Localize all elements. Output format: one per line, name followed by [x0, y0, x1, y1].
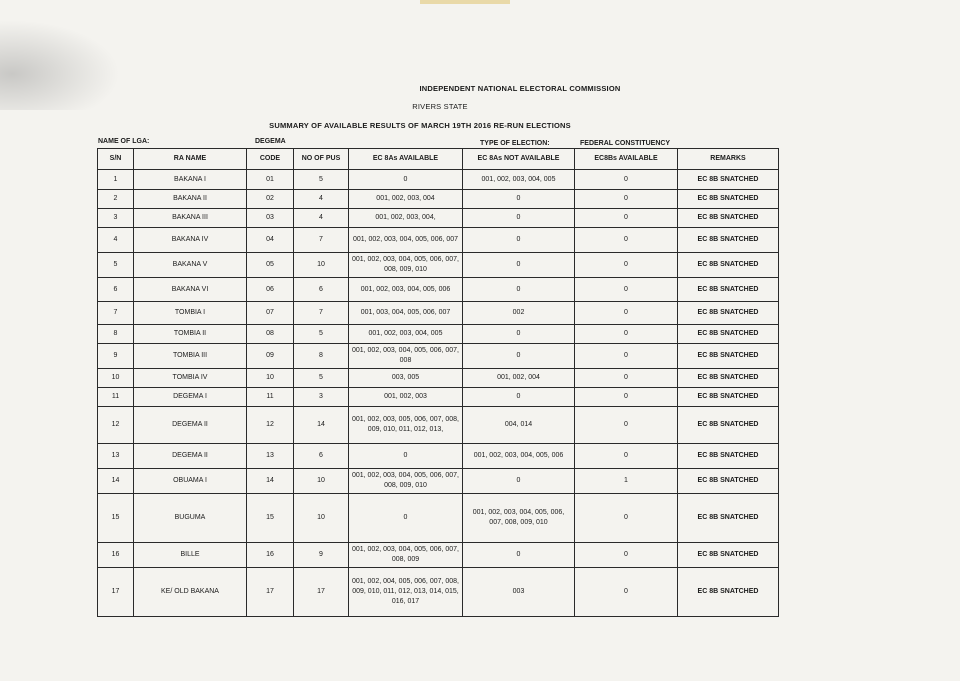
table-row [98, 407, 779, 444]
cell-sn: 12 [98, 407, 134, 444]
table-row [98, 302, 779, 325]
cell-sn: 7 [98, 302, 134, 325]
cell-ec8b-available: 0 [575, 388, 678, 407]
cell-ec8a-available: 001, 002, 003 [349, 388, 463, 407]
cell-ec8a-available: 001, 002, 003, 004, 005, 006, 007, 008, 009, 010 [349, 253, 463, 278]
cell-no-of-pus: 7 [294, 302, 349, 325]
cell-ec8a-not-available: 004, 014 [463, 407, 575, 444]
scan-shadow [0, 20, 120, 110]
cell-sn: 17 [98, 568, 134, 617]
cell-remarks: EC 8B SNATCHED [678, 278, 779, 302]
cell-ec8a-not-available: 0 [463, 278, 575, 302]
cell-code: 12 [247, 407, 294, 444]
cell-ec8a-not-available: 0 [463, 253, 575, 278]
cell-sn: 5 [98, 253, 134, 278]
cell-code: 08 [247, 325, 294, 344]
cell-ec8a-not-available: 0 [463, 469, 575, 494]
cell-remarks: EC 8B SNATCHED [678, 253, 779, 278]
cell-ra-name: DEGEMA II [134, 407, 247, 444]
cell-no-of-pus: 6 [294, 444, 349, 469]
table-row [98, 278, 779, 302]
table-row [98, 228, 779, 253]
cell-ra-name: TOMBIA IV [134, 369, 247, 388]
cell-ra-name: TOMBIA II [134, 325, 247, 344]
cell-ec8a-not-available: 003 [463, 568, 575, 617]
org-heading: INDEPENDENT NATIONAL ELECTORAL COMMISSION [419, 84, 621, 93]
cell-no-of-pus: 14 [294, 407, 349, 444]
cell-ec8a-not-available: 0 [463, 388, 575, 407]
cell-ec8b-available: 0 [575, 278, 678, 302]
cell-code: 10 [247, 369, 294, 388]
cell-remarks: EC 8B SNATCHED [678, 568, 779, 617]
table-row [98, 170, 779, 190]
cell-code: 16 [247, 543, 294, 568]
cell-sn: 1 [98, 170, 134, 190]
table-header-row [98, 149, 779, 170]
col-no-of-pus: NO OF PUS [294, 149, 349, 170]
cell-ec8a-available: 0 [349, 170, 463, 190]
cell-ra-name: TOMBIA I [134, 302, 247, 325]
cell-ec8b-available: 0 [575, 253, 678, 278]
cell-ec8b-available: 1 [575, 469, 678, 494]
cell-ec8b-available: 0 [575, 302, 678, 325]
cell-code: 14 [247, 469, 294, 494]
cell-code: 09 [247, 344, 294, 369]
cell-code: 01 [247, 170, 294, 190]
cell-no-of-pus: 17 [294, 568, 349, 617]
cell-code: 03 [247, 209, 294, 228]
cell-no-of-pus: 6 [294, 278, 349, 302]
cell-sn: 9 [98, 344, 134, 369]
cell-ec8b-available: 0 [575, 344, 678, 369]
cell-ra-name: BILLE [134, 543, 247, 568]
cell-ec8b-available: 0 [575, 568, 678, 617]
cell-sn: 11 [98, 388, 134, 407]
cell-code: 02 [247, 190, 294, 209]
cell-ec8a-not-available: 0 [463, 228, 575, 253]
cell-code: 06 [247, 278, 294, 302]
cell-ec8a-available: 001, 002, 003, 004, 005, 006, 007, 008 [349, 344, 463, 369]
cell-ec8b-available: 0 [575, 407, 678, 444]
cell-ra-name: BUGUMA [134, 494, 247, 543]
table-row [98, 543, 779, 568]
cell-no-of-pus: 4 [294, 209, 349, 228]
table-row [98, 190, 779, 209]
cell-remarks: EC 8B SNATCHED [678, 494, 779, 543]
table-row [98, 253, 779, 278]
cell-ra-name: KE/ OLD BAKANA [134, 568, 247, 617]
cell-ec8a-available: 0 [349, 494, 463, 543]
cell-ra-name: TOMBIA III [134, 344, 247, 369]
cell-ec8a-not-available: 0 [463, 344, 575, 369]
cell-ec8b-available: 0 [575, 228, 678, 253]
table-row [98, 388, 779, 407]
cell-no-of-pus: 5 [294, 369, 349, 388]
table-row [98, 369, 779, 388]
cell-code: 17 [247, 568, 294, 617]
cell-ra-name: BAKANA I [134, 170, 247, 190]
cell-sn: 14 [98, 469, 134, 494]
col-remarks: REMARKS [678, 149, 779, 170]
cell-ec8a-available: 001, 002, 004, 005, 006, 007, 008, 009, 010, 011, 012, 013, 014, 015, 016, 017 [349, 568, 463, 617]
lga-value: DEGEMA [255, 138, 286, 145]
cell-ec8a-available: 001, 002, 003, 004, 005, 006, 007, 008, 009, 010 [349, 469, 463, 494]
cell-no-of-pus: 4 [294, 190, 349, 209]
col-sn: S/N [98, 149, 134, 170]
cell-remarks: EC 8B SNATCHED [678, 228, 779, 253]
cell-ec8a-available: 001, 002, 003, 004, 005, 006 [349, 278, 463, 302]
cell-ec8b-available: 0 [575, 444, 678, 469]
col-ec8b-available: EC8Bs AVAILABLE [575, 149, 678, 170]
table-row [98, 325, 779, 344]
cell-ec8a-available: 001, 002, 003, 004, 005, 006, 007 [349, 228, 463, 253]
table-row [98, 209, 779, 228]
cell-remarks: EC 8B SNATCHED [678, 170, 779, 190]
cell-no-of-pus: 7 [294, 228, 349, 253]
cell-ec8a-available: 001, 002, 003, 004, 005, 006, 007, 008, 009 [349, 543, 463, 568]
cell-ra-name: DEGEMA I [134, 388, 247, 407]
cell-ec8a-available: 001, 002, 003, 004 [349, 190, 463, 209]
cell-no-of-pus: 10 [294, 494, 349, 543]
cell-ra-name: OBUAMA I [134, 469, 247, 494]
cell-ec8a-not-available: 001, 002, 004 [463, 369, 575, 388]
cell-ec8a-not-available: 001, 002, 003, 004, 005 [463, 170, 575, 190]
cell-ec8b-available: 0 [575, 209, 678, 228]
cell-ec8a-not-available: 001, 002, 003, 004, 005, 006 [463, 444, 575, 469]
cell-no-of-pus: 10 [294, 253, 349, 278]
cell-code: 15 [247, 494, 294, 543]
cell-no-of-pus: 9 [294, 543, 349, 568]
cell-sn: 3 [98, 209, 134, 228]
cell-code: 11 [247, 388, 294, 407]
election-type-label: TYPE OF ELECTION: [480, 140, 550, 147]
cell-no-of-pus: 5 [294, 170, 349, 190]
cell-ec8a-available: 003, 005 [349, 369, 463, 388]
cell-ra-name: BAKANA III [134, 209, 247, 228]
scan-edge-mark [420, 0, 510, 4]
cell-no-of-pus: 3 [294, 388, 349, 407]
col-ec8a-not-available: EC 8As NOT AVAILABLE [463, 149, 575, 170]
cell-ec8a-not-available: 0 [463, 190, 575, 209]
cell-sn: 4 [98, 228, 134, 253]
cell-ra-name: BAKANA V [134, 253, 247, 278]
cell-ec8b-available: 0 [575, 170, 678, 190]
cell-remarks: EC 8B SNATCHED [678, 369, 779, 388]
cell-remarks: EC 8B SNATCHED [678, 469, 779, 494]
cell-no-of-pus: 10 [294, 469, 349, 494]
lga-label: NAME OF LGA: [98, 138, 150, 145]
cell-sn: 13 [98, 444, 134, 469]
cell-code: 13 [247, 444, 294, 469]
cell-remarks: EC 8B SNATCHED [678, 190, 779, 209]
cell-ra-name: BAKANA VI [134, 278, 247, 302]
col-ec8a-available: EC 8As AVAILABLE [349, 149, 463, 170]
cell-remarks: EC 8B SNATCHED [678, 325, 779, 344]
cell-ec8a-not-available: 0 [463, 325, 575, 344]
cell-ec8b-available: 0 [575, 494, 678, 543]
cell-ec8b-available: 0 [575, 325, 678, 344]
table-row [98, 444, 779, 469]
cell-remarks: EC 8B SNATCHED [678, 344, 779, 369]
cell-ra-name: BAKANA IV [134, 228, 247, 253]
cell-ec8a-available: 001, 003, 004, 005, 006, 007 [349, 302, 463, 325]
table-row [98, 568, 779, 617]
cell-ec8b-available: 0 [575, 190, 678, 209]
cell-ec8a-available: 001, 002, 003, 004, [349, 209, 463, 228]
cell-ec8a-available: 0 [349, 444, 463, 469]
cell-ec8a-not-available: 002 [463, 302, 575, 325]
cell-ec8a-available: 001, 002, 003, 005, 006, 007, 008, 009, 010, 011, 012, 013, [349, 407, 463, 444]
cell-code: 04 [247, 228, 294, 253]
cell-ra-name: DEGEMA II [134, 444, 247, 469]
cell-sn: 10 [98, 369, 134, 388]
cell-code: 07 [247, 302, 294, 325]
cell-ec8a-not-available: 0 [463, 543, 575, 568]
cell-remarks: EC 8B SNATCHED [678, 444, 779, 469]
cell-sn: 6 [98, 278, 134, 302]
cell-remarks: EC 8B SNATCHED [678, 407, 779, 444]
cell-ec8a-not-available: 0 [463, 209, 575, 228]
document-title: SUMMARY OF AVAILABLE RESULTS OF MARCH 19TH 2016 RE-RUN ELECTIONS [269, 121, 571, 130]
cell-ec8a-available: 001, 002, 003, 004, 005 [349, 325, 463, 344]
cell-remarks: EC 8B SNATCHED [678, 302, 779, 325]
cell-ec8b-available: 0 [575, 369, 678, 388]
cell-no-of-pus: 8 [294, 344, 349, 369]
cell-ra-name: BAKANA II [134, 190, 247, 209]
cell-remarks: EC 8B SNATCHED [678, 388, 779, 407]
state-heading: RIVERS STATE [412, 102, 468, 111]
cell-code: 05 [247, 253, 294, 278]
cell-no-of-pus: 5 [294, 325, 349, 344]
col-ra-name: RA NAME [134, 149, 247, 170]
cell-ec8a-not-available: 001, 002, 003, 004, 005, 006, 007, 008, 009, 010 [463, 494, 575, 543]
cell-ec8b-available: 0 [575, 543, 678, 568]
cell-sn: 2 [98, 190, 134, 209]
cell-sn: 8 [98, 325, 134, 344]
col-code: CODE [247, 149, 294, 170]
table-row [98, 469, 779, 494]
cell-remarks: EC 8B SNATCHED [678, 209, 779, 228]
election-type-value: FEDERAL CONSTITUENCY [580, 140, 671, 147]
cell-remarks: EC 8B SNATCHED [678, 543, 779, 568]
results-table [97, 148, 779, 617]
table-row [98, 494, 779, 543]
cell-sn: 15 [98, 494, 134, 543]
cell-sn: 16 [98, 543, 134, 568]
table-row [98, 344, 779, 369]
